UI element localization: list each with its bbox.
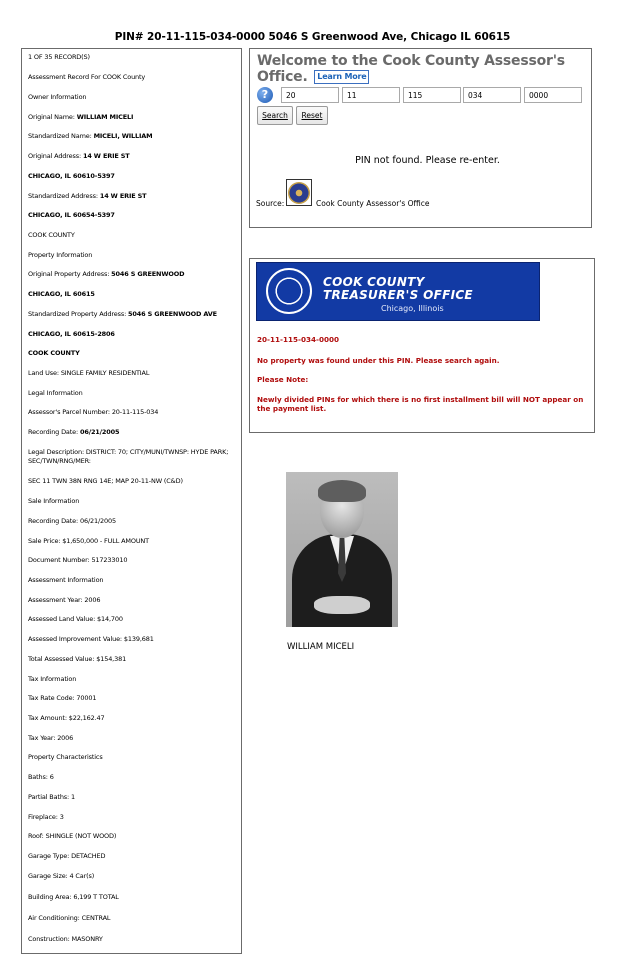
- treasurer-banner-name: [323, 276, 473, 302]
- pin-field-block[interactable]: [403, 87, 461, 103]
- record-label: COOK COUNTY: [28, 231, 75, 239]
- record-label: Total Assessed Value: $154,381: [28, 655, 127, 663]
- record-label: Construction: MASONRY: [28, 935, 103, 943]
- pin-not-found-message: PIN not found. Please re-enter.: [355, 155, 500, 166]
- record-label: Tax Information: [28, 675, 77, 683]
- record-row: [28, 231, 237, 240]
- record-label: Standardized Address:: [28, 192, 100, 200]
- record-label: Land Use: SINGLE FAMILY RESIDENTIAL: [28, 369, 150, 377]
- record-row: [28, 172, 237, 181]
- treasurer-seal-icon: [266, 268, 312, 314]
- record-value: 06/21/2005: [79, 428, 120, 436]
- reset-button[interactable]: Reset: [296, 106, 328, 125]
- record-row: [28, 113, 237, 122]
- record-row: [28, 497, 237, 506]
- record-row: [28, 53, 237, 62]
- record-label: Garage Type: DETACHED: [28, 852, 106, 860]
- treasurer-panel: [249, 258, 595, 433]
- record-label: Assessed Land Value: $14,700: [28, 615, 123, 623]
- photo-caption: WILLIAM MICELI: [287, 642, 355, 652]
- record-row: [28, 428, 237, 437]
- record-row: [28, 773, 237, 782]
- record-label: Tax Rate Code: 70001: [28, 694, 97, 702]
- record-row: [28, 832, 237, 841]
- record-label: Baths: 6: [28, 773, 54, 781]
- record-value: 14 W ERIE ST: [82, 152, 130, 160]
- assessor-search-panel: [249, 48, 592, 228]
- record-value: COOK COUNTY: [28, 349, 80, 357]
- record-label: Assessment Information: [28, 576, 104, 584]
- record-row: [28, 872, 237, 881]
- record-label: Assessment Year: 2006: [28, 596, 101, 604]
- record-row: [28, 349, 237, 358]
- record-row: [28, 576, 237, 585]
- record-value: WILLIAM MICELI: [76, 113, 134, 121]
- treasurer-banner-line1: COOK COUNTY: [323, 275, 425, 289]
- record-row: [28, 290, 237, 299]
- record-row: [28, 694, 237, 703]
- help-icon[interactable]: ?: [257, 87, 273, 103]
- record-row: [28, 369, 237, 378]
- record-label: Assessment Record For COOK County: [28, 73, 146, 81]
- record-label: Sale Price: $1,650,000 - FULL AMOUNT: [28, 537, 149, 545]
- record-value: CHICAGO, IL 60615-2806: [28, 330, 115, 338]
- record-label: Property Information: [28, 251, 93, 259]
- record-row: [28, 734, 237, 743]
- record-label: Roof: SHINGLE (NOT WOOD): [28, 832, 117, 840]
- record-label: Assessed Improvement Value: $139,681: [28, 635, 154, 643]
- record-row: [28, 635, 237, 644]
- record-value: CHICAGO, IL 60615: [28, 290, 95, 298]
- treasurer-banner-line2: TREASURER'S OFFICE: [323, 288, 473, 302]
- record-value: 5046 S GREENWOOD AVE: [128, 310, 217, 318]
- record-label: SEC 11 TWN 38N RNG 14E; MAP 20-11-NW (C&D): [28, 477, 183, 485]
- record-label: Recording Date:: [28, 428, 80, 436]
- photo-hands: [314, 596, 370, 614]
- record-row: [28, 73, 237, 82]
- record-label: Original Property Address:: [28, 270, 112, 278]
- record-row: [28, 330, 237, 339]
- record-row: [28, 132, 237, 141]
- record-value: 5046 S GREENWOOD: [111, 270, 185, 278]
- record-row: [28, 655, 237, 664]
- record-label: Legal Description: DISTRICT: 70; CITY/MUNI/TWNSP: HYDE PARK; SEC/TWN/RNG/MER:: [28, 448, 229, 465]
- record-row: [28, 753, 237, 762]
- record-row: [28, 813, 237, 822]
- record-row: [28, 793, 237, 802]
- record-label: Standardized Property Address:: [28, 310, 129, 318]
- assessment-record-panel: [21, 48, 242, 954]
- pin-field-subarea[interactable]: [342, 87, 400, 103]
- treasurer-not-found-message: No property was found under this PIN. Please search again.: [257, 356, 500, 365]
- learn-more-link[interactable]: Learn More: [314, 70, 369, 84]
- page-title: PIN# 20-11-115-034-0000 5046 S Greenwood Ave, Chicago IL 60615: [114, 31, 511, 43]
- record-row: [28, 714, 237, 723]
- assessor-welcome-title: [257, 53, 587, 85]
- seal-emblem-icon: [288, 182, 310, 204]
- record-value: CHICAGO, IL 60654-5397: [28, 211, 115, 219]
- source-name: Cook County Assessor's Office: [316, 199, 430, 208]
- treasurer-note-text: Newly divided PINs for which there is no first installment bill will NOT appear on the payment list.: [257, 395, 584, 413]
- record-row: [28, 408, 237, 417]
- record-row: [28, 596, 237, 605]
- record-label: Building Area: 6,199 T TOTAL: [28, 893, 119, 901]
- record-label: Legal Information: [28, 389, 83, 397]
- record-row: [28, 556, 237, 565]
- record-row: [28, 270, 237, 279]
- record-label: Sale Information: [28, 497, 80, 505]
- record-label: 1 OF 35 RECORD(S): [28, 53, 90, 61]
- record-row: [28, 389, 237, 398]
- record-value: CHICAGO, IL 60610-5397: [28, 172, 115, 180]
- treasurer-pin: 20-11-115-034-0000: [257, 335, 339, 344]
- record-row: [28, 537, 237, 546]
- record-label: Tax Year: 2006: [28, 734, 74, 742]
- record-label: Tax Amount: $22,162.47: [28, 714, 105, 722]
- record-label: Fireplace: 3: [28, 813, 64, 821]
- record-row: [28, 192, 237, 201]
- record-value: 14 W ERIE ST: [99, 192, 147, 200]
- record-row: [28, 893, 237, 902]
- record-row: [28, 477, 237, 486]
- record-row: [28, 152, 237, 161]
- record-row: [28, 675, 237, 684]
- record-row: [28, 93, 237, 102]
- record-label: Original Address:: [28, 152, 83, 160]
- assessor-seal-icon: [286, 179, 312, 206]
- treasurer-banner-city: Chicago, Illinois: [381, 304, 444, 313]
- treasurer-banner: [256, 262, 540, 321]
- record-row: [28, 517, 237, 526]
- pin-field-unit[interactable]: [524, 87, 582, 103]
- record-label: Standardized Name:: [28, 132, 94, 140]
- record-row: [28, 615, 237, 624]
- photo-hair: [318, 480, 366, 502]
- record-label: Property Characteristics: [28, 753, 103, 761]
- record-row: [28, 211, 237, 220]
- record-row: [28, 935, 237, 944]
- record-label: Partial Baths: 1: [28, 793, 75, 801]
- search-button[interactable]: Search: [257, 106, 293, 125]
- record-label: Air Conditioning: CENTRAL: [28, 914, 111, 922]
- record-label: Assessor's Parcel Number: 20-11-115-034: [28, 408, 159, 416]
- source-label: Source:: [256, 199, 285, 208]
- record-value: MICELI, WILLIAM: [93, 132, 153, 140]
- record-label: Original Name:: [28, 113, 77, 121]
- owner-photo: [286, 472, 398, 627]
- record-row: [28, 852, 237, 861]
- record-row: [28, 251, 237, 260]
- record-label: Owner Information: [28, 93, 87, 101]
- pin-field-parcel[interactable]: [463, 87, 521, 103]
- record-label: Recording Date: 06/21/2005: [28, 517, 116, 525]
- record-row: [28, 448, 237, 466]
- record-row: [28, 914, 237, 923]
- record-row: [28, 310, 237, 319]
- record-label: Garage Size: 4 Car(s): [28, 872, 95, 880]
- pin-field-area[interactable]: [281, 87, 339, 103]
- record-label: Document Number: 517233010: [28, 556, 128, 564]
- assessor-title-text: Welcome to the Cook County Assessor's Office.: [257, 53, 565, 85]
- treasurer-note-heading: Please Note:: [257, 375, 309, 384]
